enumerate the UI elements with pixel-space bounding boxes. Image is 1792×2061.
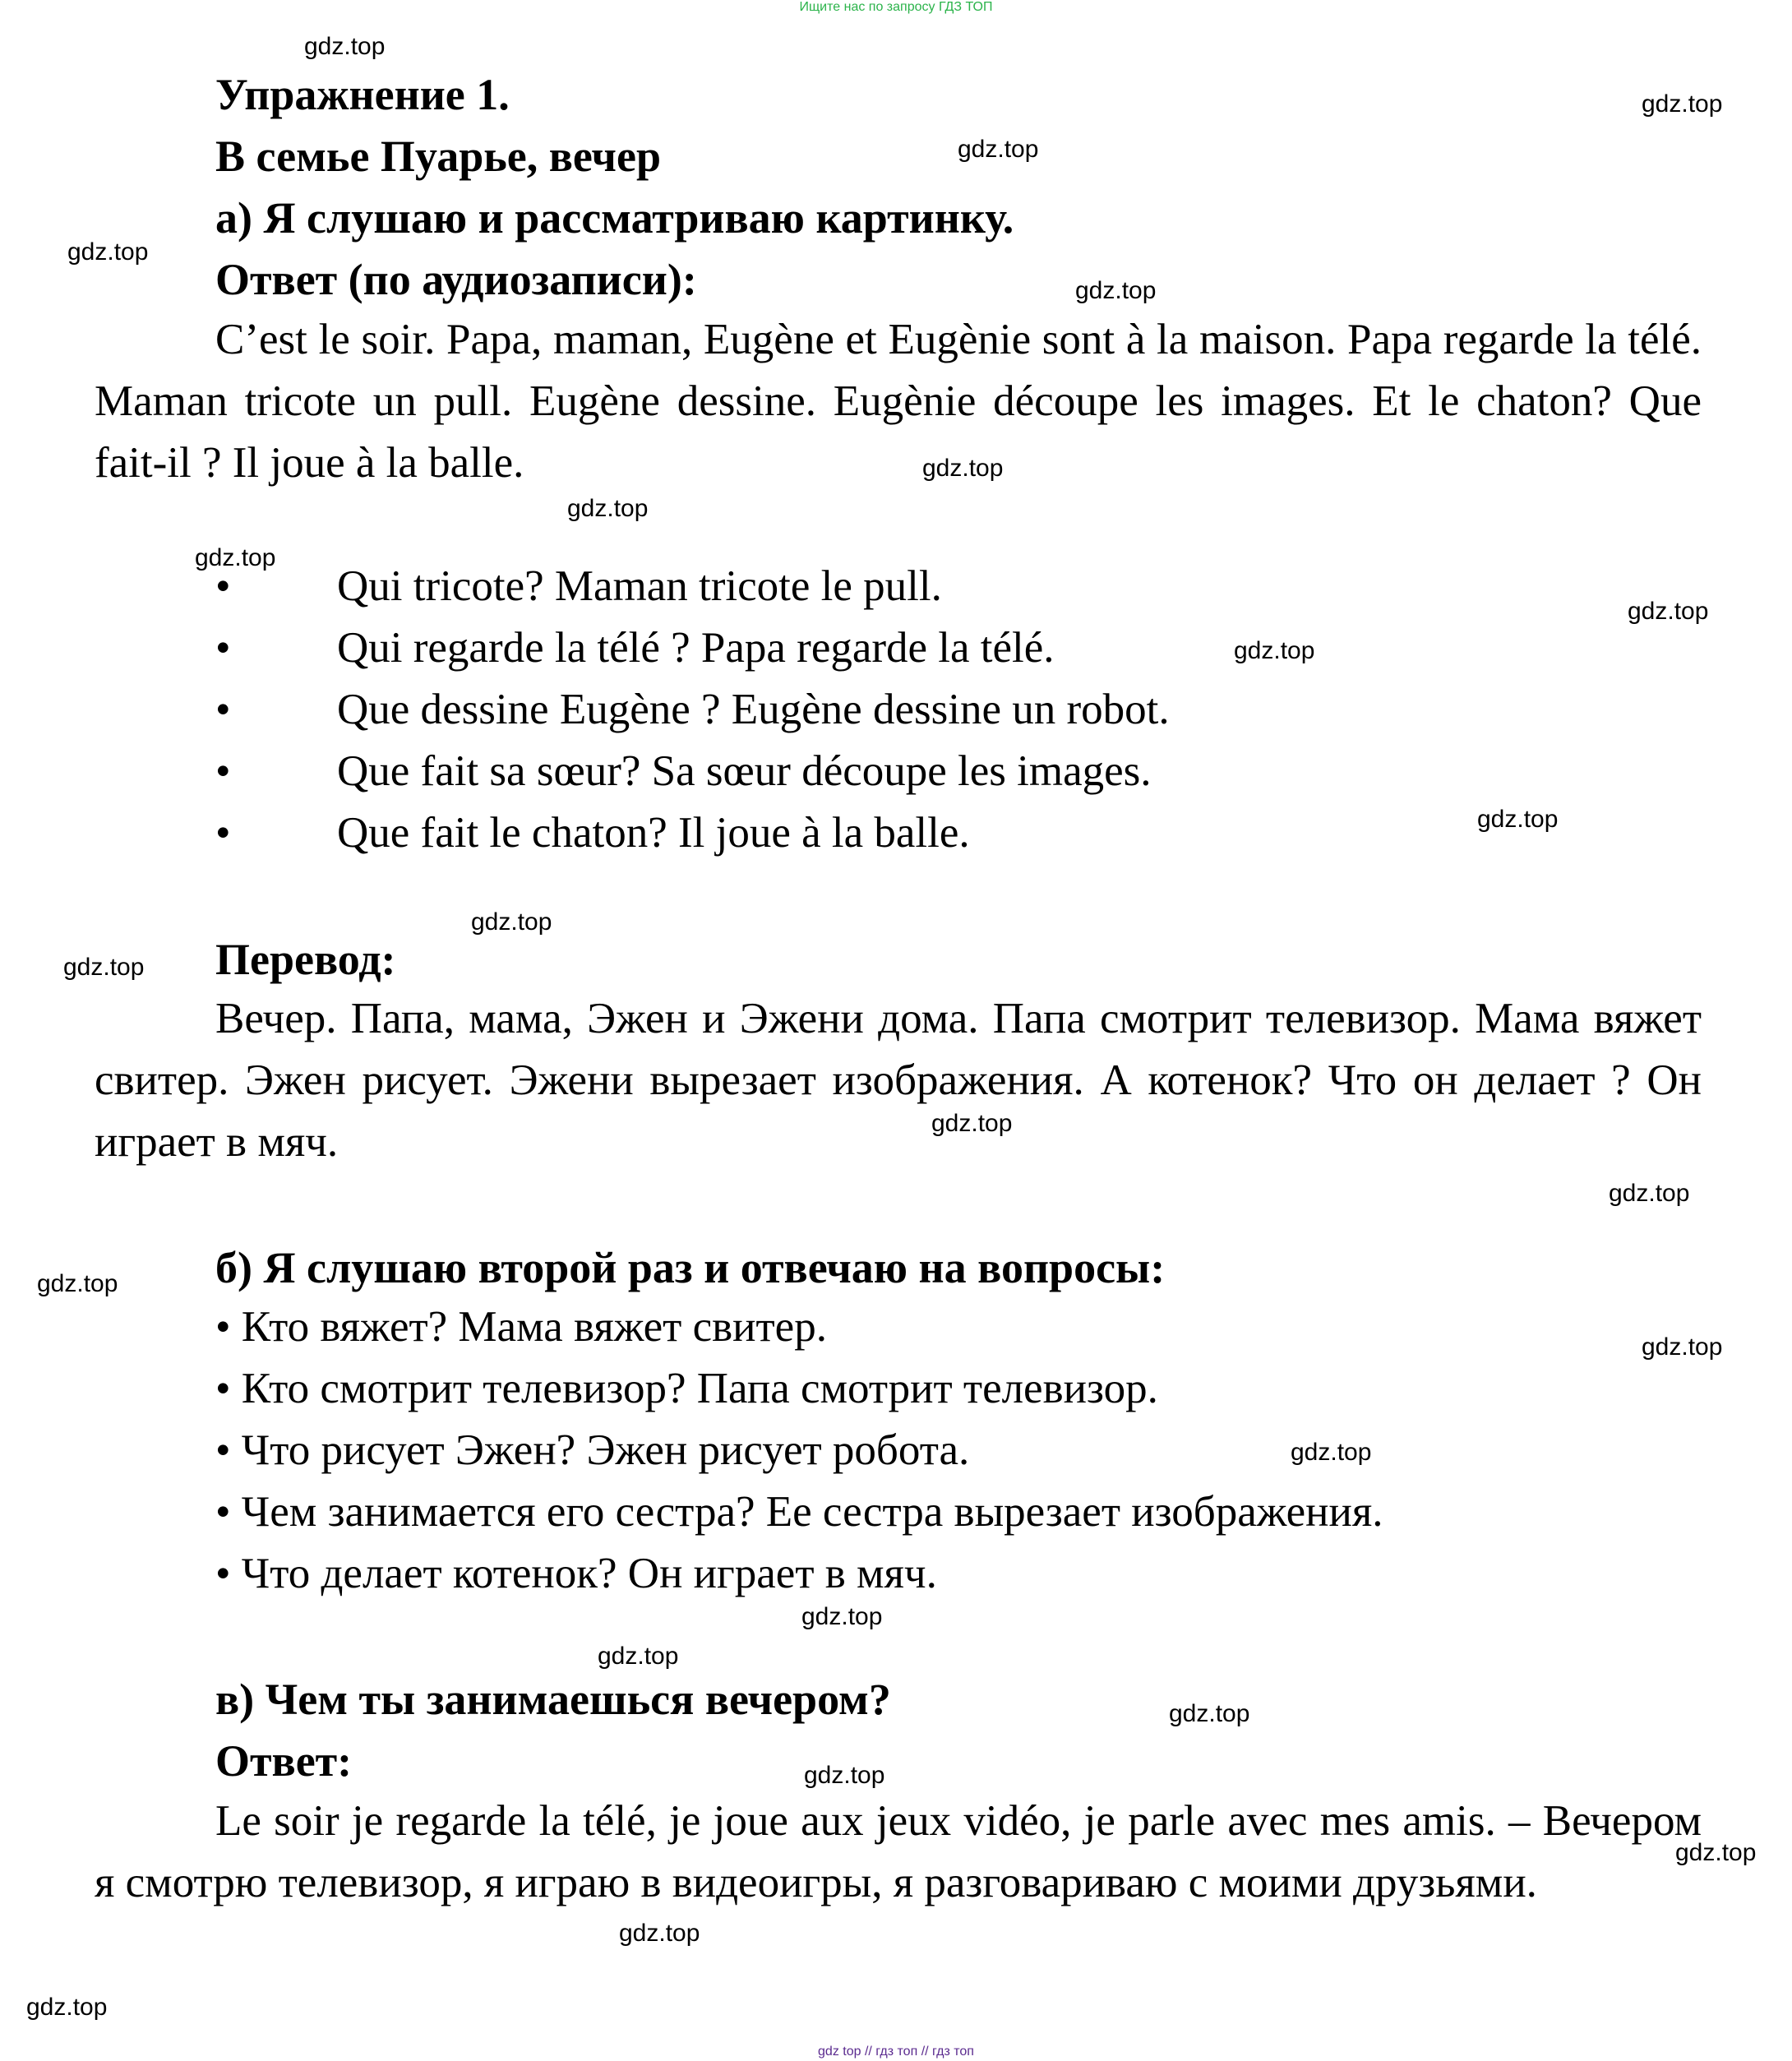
watermark: gdz.top [922, 455, 1004, 482]
bullet: • [215, 747, 231, 795]
list-item: • Кто смотрит телевизор? Папа смотрит телевизор. [215, 1365, 1158, 1412]
section-c-answer-label: Ответ: [215, 1736, 353, 1786]
list-item: • Что рисует Эжен? Эжен рисует робота. [215, 1426, 970, 1474]
list-item [215, 679, 1170, 741]
watermark: gdz.top [1234, 637, 1315, 664]
translation-label: Перевод: [215, 935, 396, 984]
watermark: gdz.top [1609, 1180, 1690, 1207]
bullet: • [215, 562, 231, 610]
list-item [215, 802, 1170, 864]
watermark: gdz.top [1642, 1333, 1723, 1361]
exercise-title: В семье Пуарье, вечер [215, 132, 662, 181]
watermark: gdz.top [958, 136, 1039, 163]
section-c-text: Le soir je regarde la télé, je joue aux jeux vidéo, je parle avec mes amis. – Вечером я смотрю телевизор, я играю в видеоигры, я разговариваю с моими друзьями. [95, 1797, 1702, 1906]
exercise-heading: Упражнение 1. [215, 70, 510, 119]
watermark: gdz.top [67, 238, 149, 266]
watermark: gdz.top [304, 33, 386, 60]
watermark: gdz.top [1628, 598, 1709, 625]
watermark: gdz.top [1291, 1439, 1372, 1466]
watermark: gdz.top [804, 1762, 885, 1789]
watermark: gdz.top [567, 495, 649, 522]
watermark: gdz.top [1675, 1839, 1757, 1866]
bottom-banner: gdz top // гдз топ // гдз топ [818, 2045, 974, 2059]
list-item: • Чем занимается его сестра? Ее сестра вырезает изображения. [215, 1488, 1383, 1536]
qa-text: Que dessine Eugène ? Eugène dessine un robot. [337, 686, 1170, 733]
watermark: gdz.top [1075, 277, 1157, 304]
section-b-heading: б) Я слушаю второй раз и отвечаю на вопросы: [215, 1243, 1166, 1292]
watermark: gdz.top [1642, 90, 1723, 118]
watermark: gdz.top [598, 1643, 679, 1670]
section-b-qa-list [215, 1296, 1383, 1605]
watermark: gdz.top [26, 1994, 108, 2021]
section-c-heading: в) Чем ты занимаешься вечером? [215, 1675, 891, 1724]
bullet: • [215, 809, 231, 857]
watermark: gdz.top [471, 908, 552, 936]
section-a-answer-label: Ответ (по аудиозаписи): [215, 255, 697, 304]
watermark: gdz.top [931, 1110, 1013, 1137]
list-item [215, 617, 1170, 679]
qa-text: Que fait sa sœur? Sa sœur découpe les images. [337, 747, 1152, 795]
watermark: gdz.top [63, 954, 145, 981]
list-item: • Кто вяжет? Мама вяжет свитер. [215, 1303, 827, 1351]
watermark: gdz.top [619, 1920, 700, 1947]
top-banner: Ищите нас по запросу ГДЗ ТОП [799, 0, 993, 14]
watermark: gdz.top [195, 544, 276, 571]
qa-text: Qui tricote? Maman tricote le pull. [337, 562, 942, 610]
translation-text: Вечер. Папа, мама, Эжен и Эжени дома. Папа смотрит телевизор. Мама вяжет свитер. Эжен рисует. Эжени вырезает изображения. А котенок? Что он делает ? Он играет в мяч. [95, 995, 1702, 1166]
bullet: • [215, 686, 231, 733]
list-item: • Что делает котенок? Он играет в мяч. [215, 1550, 937, 1597]
watermark: gdz.top [37, 1270, 118, 1297]
watermark: gdz.top [801, 1603, 883, 1630]
list-item [215, 556, 1170, 617]
section-a-text: C’est le soir. Papa, maman, Eugène et Eugènie sont à la maison. Papa regarde la télé. Maman tricote un pull. Eugène dessine. Eugènie découpe les images. Et le chaton? Que fait-il ? Il joue à la balle. [95, 316, 1702, 487]
bullet: • [215, 624, 231, 672]
section-a-heading: а) Я слушаю и рассматриваю картинку. [215, 193, 1014, 243]
watermark: gdz.top [1169, 1700, 1250, 1727]
watermark: gdz.top [1477, 806, 1559, 833]
qa-text: Que fait le chaton? Il joue à la balle. [337, 809, 970, 857]
section-a-qa-list [215, 556, 1170, 864]
list-item [215, 741, 1170, 802]
qa-text: Qui regarde la télé ? Papa regarde la télé. [337, 624, 1055, 672]
